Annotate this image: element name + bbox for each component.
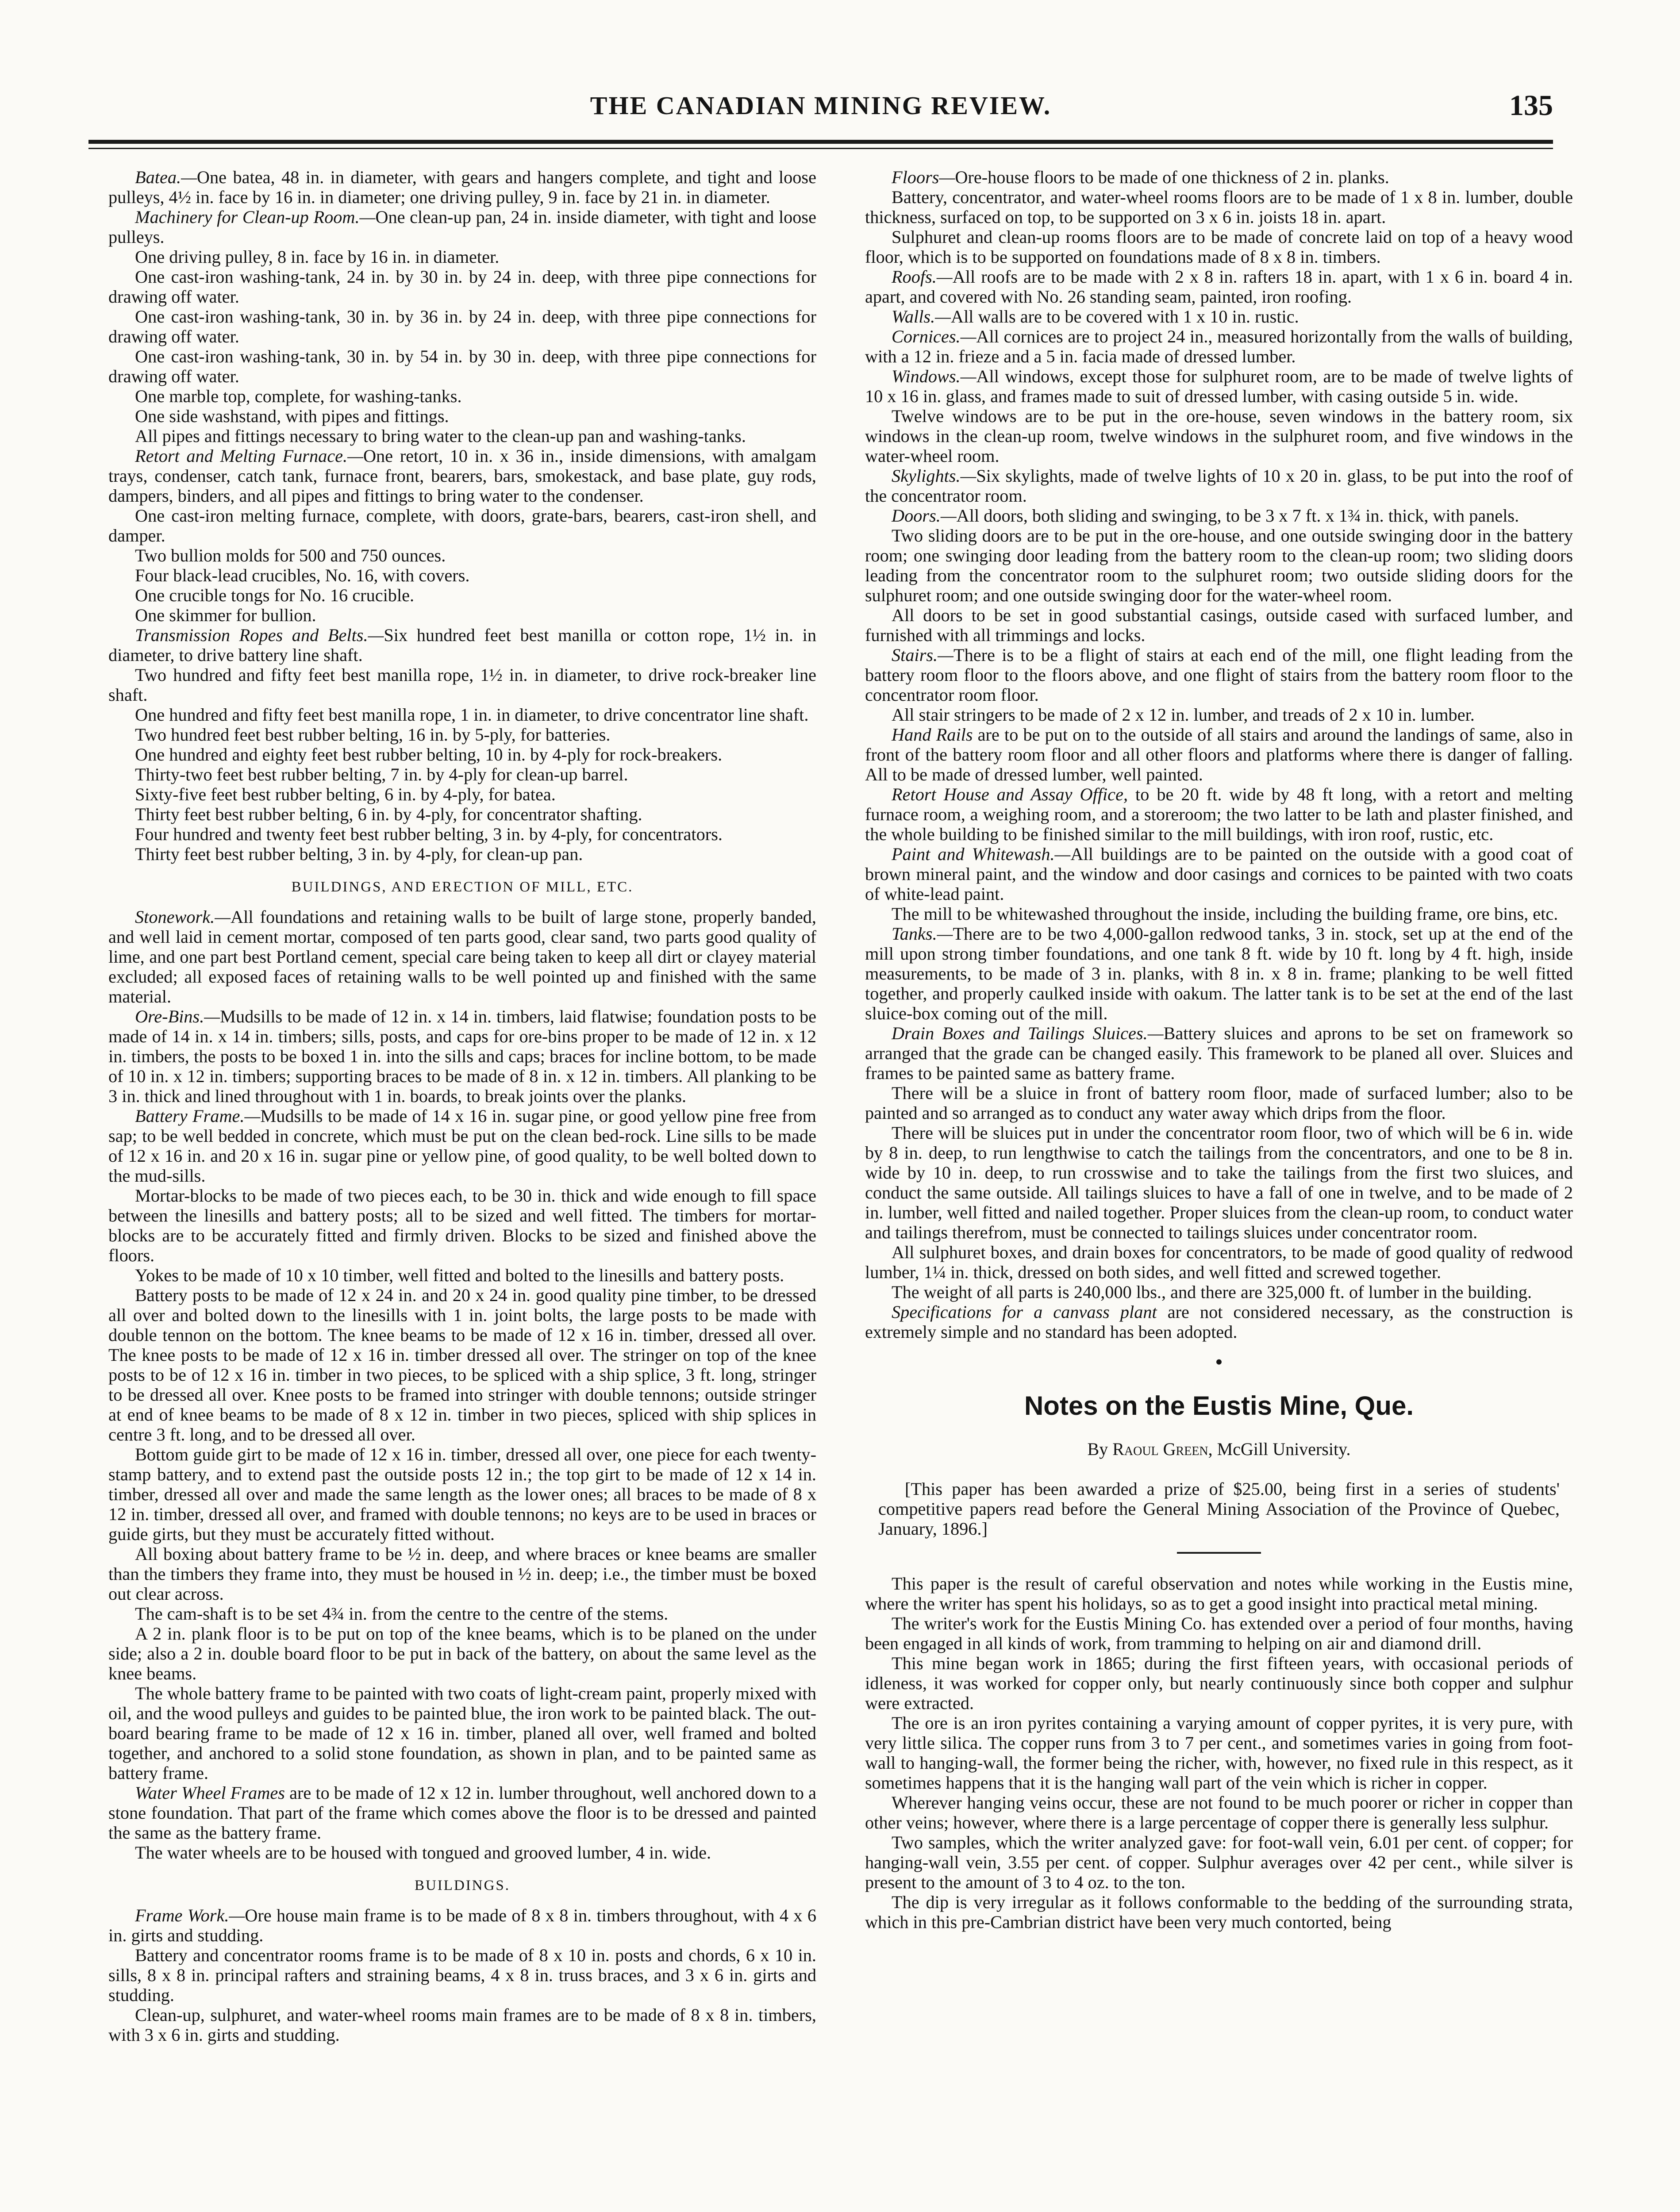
paragraph-text: Twelve windows are to be put in the ore-house, seven windows in the battery room, six windows in the clean-up room, twelve windows in the sulphuret room, and five windows in the water-wheel room. <box>865 406 1573 466</box>
paragraph-lead: Hand Rails <box>892 725 973 745</box>
erection-specs <box>108 907 816 1863</box>
paragraph <box>108 446 816 506</box>
paragraph-text: The mill to be whitewashed throughout the inside, including the building frame, ore bins, etc. <box>892 904 1558 924</box>
editor-note: [This paper has been awarded a prize of $25.00, being first in a series of students' competitive papers read before the General Mining Association of the Province of Quebec, January, 1896.] <box>878 1479 1560 1539</box>
paragraph <box>108 307 816 346</box>
paragraph-text: One driving pulley, 8 in. face by 16 in. in diameter. <box>135 247 500 267</box>
paragraph <box>108 745 816 764</box>
article-paragraph: The dip is very irregular as it follows conformable to the bedding of the surrounding strata, which in this pre-Cambrian district have been very much contorted, being <box>865 1892 1573 1932</box>
paragraph-text: Sixty-five feet best rubber belting, 6 in. by 4-ply, for batea. <box>135 784 556 804</box>
paragraph <box>865 1302 1573 1342</box>
paragraph-text: All cornices are to project 24 in., measured horizontally from the walls of building, with a 12 in. frieze and a 5 in. facia made of dressed lumber. <box>865 326 1573 366</box>
paragraph-text: are not considered necessary, as the construction is extremely simple and no standard has been adopted. <box>865 1302 1573 1342</box>
paragraph-lead: Retort House and Assay Office, <box>892 784 1128 804</box>
paragraph-text: Battery, concentrator, and water-wheel rooms floors are to be made of 1 x 8 in. lumber, double thickness, surfaced on top, to be supported on 3 x 6 in. joists 18 in. apart. <box>865 187 1573 227</box>
paragraph-text: Two sliding doors are to be put in the ore-house, and one outside swinging door in the battery room; one swinging door leading from the battery room to the clean-up room; two sliding doors leading from the concentrator room to the sulphuret room; two outside sliding doors for the sulphuret room; and one outside swinging door for the water-wheel room. <box>865 526 1573 605</box>
paragraph <box>108 386 816 406</box>
paragraph-text: Six hundred feet best manilla or cotton rope, 1½ in. in diameter, to drive battery line shaft. <box>108 625 816 665</box>
paragraph-lead: Battery Frame.— <box>135 1106 261 1126</box>
building-specs <box>108 1905 816 2045</box>
header-rule-thick <box>88 140 1553 144</box>
paragraph-text: There will be sluices put in under the concentrator room floor, two of which will be 6 in. wide by 8 in. deep, to run lengthwise to catch the tailings from the concentrators, and one to be 8 in. wide by 10 in. deep, to run crosswise and to take the tailings from the first two sluices, and conduct the same outside. All tailings sluices to have a fall of one in twelve, and to be made of 2 in. lumber, well fitted and nailed together. Proper sluices from the clean-up room, to conduct water and tailings therefrom, must be connected to tailings sluices under concentrator room. <box>865 1123 1573 1242</box>
paragraph-lead: Walls.— <box>892 307 951 326</box>
paragraph-text: Battery and concentrator rooms frame is to be made of 8 x 10 in. posts and chords, 6 x 10 in. sills, 8 x 8 in. principal rafters and straining beams, 4 x 8 in. truss braces, and 3 x 6 in. girts and studding. <box>108 1945 816 2005</box>
paragraph <box>865 1242 1573 1282</box>
paragraph-text: All pipes and fittings necessary to bring water to the clean-up pan and washing-tanks. <box>135 426 746 446</box>
paragraph <box>865 1023 1573 1083</box>
paragraph-text: One retort, 10 in. x 36 in., inside dimensions, with amalgam trays, condenser, catch tank, furnace front, bearers, bars, smokestack, and base plate, guy rods, dampers, binders, and all pipes and fittings to bring water to the condenser. <box>108 446 816 506</box>
paragraph-text: Ore house main frame is to be made of 8 x 8 in. timbers throughout, with 4 x 6 in. girts and studding. <box>108 1905 816 1945</box>
paragraph-text: to be 20 ft. wide by 48 ft long, with a retort and melting furnace room, a weighing room, and a storeroom; the two latter to be lath and plaster finished, and the whole building to be finished similar to the mill buildings, with iron roof, rustic, etc. <box>865 784 1573 844</box>
paragraph <box>108 844 816 864</box>
paragraph <box>108 1783 816 1843</box>
paragraph <box>108 346 816 386</box>
paragraph <box>865 267 1573 307</box>
paragraph-text: One cast-iron washing-tank, 30 in. by 54 in. by 30 in. deep, with three pipe connections for drawing off water. <box>108 346 816 386</box>
paragraph-text: One marble top, complete, for washing-tanks. <box>135 386 462 406</box>
paragraph-text: One clean-up pan, 24 in. inside diameter, with tight and loose pulleys. <box>108 207 816 247</box>
paragraph <box>108 1945 816 2005</box>
paragraph-text: All doors, both sliding and swinging, to be 3 x 7 ft. x 1¾ in. thick, with panels. <box>956 506 1519 526</box>
article-paragraph: This paper is the result of careful observation and notes while working in the Eustis mine, where the writer has spent his holidays, so as to get a good insight into practical metal mining. <box>865 1574 1573 1613</box>
paragraph <box>865 506 1573 526</box>
paragraph <box>108 1444 816 1544</box>
paragraph <box>108 764 816 784</box>
paragraph-text: All walls are to be covered with 1 x 10 in. rustic. <box>951 307 1299 326</box>
paragraph-text: All sulphuret boxes, and drain boxes for concentrators, to be made of good quality of redwood lumber, 1¼ in. thick, dressed on both sides, and well fitted and screwed together. <box>865 1242 1573 1282</box>
paragraph <box>865 725 1573 784</box>
byline-prefix: By <box>1087 1439 1113 1459</box>
paragraph-text: Two hundred and fifty feet best manilla rope, 1½ in. in diameter, to drive rock-breaker line shaft. <box>108 665 816 705</box>
paragraph <box>108 625 816 665</box>
paragraph-text: One crucible tongs for No. 16 crucible. <box>135 585 415 605</box>
paragraph-text: One cast-iron washing-tank, 24 in. by 30 in. by 24 in. deep, with three pipe connections for drawing off water. <box>108 267 816 307</box>
paragraph <box>108 426 816 446</box>
paragraph <box>865 1083 1573 1123</box>
paragraph-text: All windows, except those for sulphuret room, are to be made of twelve lights of 10 x 16 in. glass, and frames made to suit of dressed lumber, with casing outside 5 in. wide. <box>865 366 1573 406</box>
paragraph-text: Six skylights, made of twelve lights of 10 x 20 in. glass, to be put into the roof of the concentrator room. <box>865 466 1573 506</box>
paragraph-text: One hundred and eighty feet best rubber belting, 10 in. by 4-ply for rock-breakers. <box>135 745 723 764</box>
paragraph <box>108 207 816 247</box>
paragraph-text: All buildings are to be painted on the outside with a good coat of brown mineral paint, and the window and door casings and cornices to be painted with two coats of white-lead paint. <box>865 844 1573 904</box>
paragraph <box>865 705 1573 725</box>
paragraph-lead: Stairs.— <box>892 645 953 665</box>
paragraph-lead: Stonework.— <box>135 907 231 927</box>
section-heading-erection: BUILDINGS, AND ERECTION OF MILL, ETC. <box>291 879 634 895</box>
paragraph <box>108 1905 816 1945</box>
paragraph-text: Thirty feet best rubber belting, 3 in. by 4-ply, for clean-up pan. <box>135 844 583 864</box>
paragraph <box>108 907 816 1006</box>
byline-author: Raoul Green <box>1112 1439 1208 1459</box>
paragraph-text: Two hundred feet best rubber belting, 16 in. by 5-ply, for batteries. <box>135 725 611 745</box>
paragraph-text: The cam-shaft is to be set 4¾ in. from the centre to the centre of the stems. <box>135 1604 669 1624</box>
section-heading-buildings: BUILDINGS. <box>414 1878 511 1893</box>
paragraph <box>108 665 816 705</box>
paragraph <box>108 605 816 625</box>
paragraph-text: The water wheels are to be housed with tongued and grooved lumber, 4 in. wide. <box>135 1843 711 1863</box>
paragraph <box>865 1123 1573 1242</box>
paragraph-text: Battery posts to be made of 12 x 24 in. and 20 x 24 in. good quality pine timber, to be dressed all over and bolted down to the linesills with 1 in. joint bolts, the large posts to be made with double tennon on the bottom. The knee beams to be made of 12 x 16 in. timber, dressed all over. The knee posts to be made of 12 x 16 in. timber dressed all over. The stringer on top of the knee posts to be of 12 x 16 in. timber in two pieces, to be spliced with a ship splice, 3 ft. long, stringer to be dressed all over. Knee posts to be framed into stringer with double tennons; outside stringer at end of knee beams to be made of 8 x 12 in. timber in two pieces, spliced with ship splices in centre 3 ft. long, and to be dressed all over. <box>108 1285 816 1444</box>
paragraph-lead: Batea.— <box>135 167 197 187</box>
paragraph-lead: Tanks.— <box>892 924 953 944</box>
article-paragraph: The ore is an iron pyrites containing a varying amount of copper pyrites, it is very pure, with very little silica. The copper runs from 3 to 7 per cent., and sometimes varies in going from foot-wall to hanging-wall, the former being the richer, with, however, no fixed rule in this respect, as it sometimes happens that it is the hanging wall part of the vein which is richer in copper. <box>865 1713 1573 1793</box>
paragraph-text: One skimmer for bullion. <box>135 605 316 625</box>
paragraph <box>865 784 1573 844</box>
paragraph <box>108 565 816 585</box>
paragraph-lead: Drain Boxes and Tailings Sluices.— <box>892 1023 1164 1043</box>
paragraph-lead: Specifications for a canvass plant <box>892 1302 1157 1322</box>
paragraph-text: All foundations and retaining walls to be built of large stone, properly banded, and well laid in cement mortar, composed of ten parts good, clear sand, two parts good quality of lime, and one part best Portland cement, special care being taken to keep all dirt or clayey material excluded; all exposed faces of retaining walls to be well pointed up and finished with the same material. <box>108 907 816 1006</box>
paragraph <box>108 824 816 844</box>
paragraph-lead: Floors— <box>892 167 955 187</box>
paragraph <box>108 1186 816 1265</box>
paragraph <box>108 545 816 565</box>
paragraph-text: All stair stringers to be made of 2 x 12 in. lumber, and treads of 2 x 10 in. lumber. <box>892 705 1475 725</box>
paragraph <box>108 705 816 725</box>
header-rule-thin <box>88 148 1553 149</box>
paragraph-text: All doors to be set in good substantial casings, outside cased with surfaced lumber, and furnished with all trimmings and locks. <box>865 605 1573 645</box>
building-specs-continued <box>865 167 1573 1342</box>
paragraph-text: All boxing about battery frame to be ½ in. deep, and where braces or knee beams are smaller than the timbers they frame into, they must be housed in ½ in. deep; i.e., the timber must be boxed out clear across. <box>108 1544 816 1604</box>
paragraph <box>865 924 1573 1023</box>
paragraph <box>865 645 1573 705</box>
paragraph-text: Yokes to be made of 10 x 10 timber, well fitted and bolted to the linesills and battery posts. <box>135 1265 784 1285</box>
paragraph-lead: Windows.— <box>892 366 976 386</box>
paragraph-lead: Cornices.— <box>892 326 976 346</box>
paragraph-text: Sulphuret and clean-up rooms floors are to be made of concrete laid on top of a heavy wood floor, which is to be supported on foundations made of 8 x 8 in. timbers. <box>865 227 1573 267</box>
paragraph-text: One side washstand, with pipes and fittings. <box>135 406 449 426</box>
paragraph-text: One batea, 48 in. in diameter, with gears and hangers complete, and tight and loose pulleys, 4½ in. face by 16 in. in diameter; one driving pulley, 9 in. face by 21 in. in diameter. <box>108 167 816 207</box>
paragraph <box>865 406 1573 466</box>
paragraph <box>108 725 816 745</box>
article-paragraph: This mine began work in 1865; during the first fifteen years, with occasional periods of idleness, it was worked for copper only, but nearly continuously since both copper and sulphur were extracted. <box>865 1653 1573 1713</box>
paragraph <box>108 506 816 545</box>
paragraph <box>108 247 816 267</box>
paragraph <box>108 585 816 605</box>
page-header <box>88 91 1553 139</box>
paragraph-lead: Paint and Whitewash.— <box>892 844 1071 864</box>
paragraph-text: One cast-iron melting furnace, complete, with doors, grate-bars, bearers, cast-iron shell, and damper. <box>108 506 816 545</box>
left-column <box>108 167 816 2212</box>
short-rule <box>1177 1552 1261 1554</box>
paragraph <box>865 605 1573 645</box>
paragraph-text: Mudsills to be made of 14 x 16 in. sugar pine, or good yellow pine free from sap; to be well bedded in concrete, which must be put on the clean bed-rock. Line sills to be made of 12 x 16 in. and 20 x 16 in. sugar pine or yellow pine, of good quality, to be well bolted down to the mud-sills. <box>108 1106 816 1186</box>
paragraph <box>865 167 1573 187</box>
section-separator: • <box>1215 1349 1223 1374</box>
paragraph-text: Bottom guide girt to be made of 12 x 16 in. timber, dressed all over, one piece for each twenty-stamp battery, and to extend past the outside posts 12 in.; the top girt to be made of 12 x 14 in. timber, dressed all over and made the same length as the lower ones; all braces to be made of 8 x 12 in. timber, dressed all over, and framed with double tennons; no keys are to be used in braces or guide girts, but they must be accurately fitted without. <box>108 1444 816 1544</box>
paragraph <box>865 904 1573 924</box>
article-paragraph: Wherever hanging veins occur, these are not found to be much poorer or richer in copper than other veins; however, where there is a large percentage of copper there is generally less sulphur. <box>865 1793 1573 1832</box>
paragraph-text: Thirty-two feet best rubber belting, 7 in. by 4-ply for clean-up barrel. <box>135 764 628 784</box>
paragraph <box>865 844 1573 904</box>
paragraph-text: Battery sluices and aprons to be set on framework so arranged that the grade can be changed easily. This framework to be planed all over. Sluices and frames to be painted same as battery frame. <box>865 1023 1573 1083</box>
paragraph-text: Four black-lead crucibles, No. 16, with covers. <box>135 565 470 585</box>
paragraph-text: Clean-up, sulphuret, and water-wheel rooms main frames are to be made of 8 x 8 in. timbers, with 3 x 6 in. girts and studding. <box>108 2005 816 2045</box>
paragraph-text: Two bullion molds for 500 and 750 ounces. <box>135 545 446 565</box>
paragraph <box>865 326 1573 366</box>
paragraph-lead: Frame Work.— <box>135 1905 245 1925</box>
paragraph-text: One hundred and fifty feet best manilla rope, 1 in. in diameter, to drive concentrator line shaft. <box>135 705 809 725</box>
paragraph <box>108 1265 816 1285</box>
paragraph <box>865 526 1573 605</box>
paragraph-text: There are to be two 4,000-gallon redwood tanks, 3 in. stock, set up at the end of the mill upon strong timber foundations, and one tank 8 ft. wide by 10 ft. long by 4 ft. high, inside measurements, to be made of 3 in. planks, with 8 in. x 8 in. frame; planking to be well fitted together, and properly caulked inside with oakum. The latter tank is to be set at the end of the last sluice-box coming out of the mill. <box>865 924 1573 1023</box>
paragraph <box>865 187 1573 227</box>
running-title: THE CANADIAN MINING REVIEW. <box>590 91 1052 120</box>
paragraph <box>865 1282 1573 1302</box>
article-paragraph: The writer's work for the Eustis Mining Co. has extended over a period of four months, having been engaged in all kinds of work, from tramming to helping on air and diamond drill. <box>865 1613 1573 1653</box>
paragraph-text: All roofs are to be made with 2 x 8 in. rafters 18 in. apart, with 1 x 6 in. board 4 in. apart, and covered with No. 26 standing seam, painted, iron roofing. <box>865 267 1573 307</box>
paragraph <box>865 307 1573 326</box>
paragraph <box>108 1544 816 1604</box>
paragraph-text: are to be put on to the outside of all stairs and around the landings of same, also in front of the battery room floor and all other floors and platforms where there is danger of falling. All to be made of dressed lumber, well painted. <box>865 725 1573 784</box>
article-title: Notes on the Eustis Mine, Que. <box>1024 1391 1414 1421</box>
paragraph <box>108 167 816 207</box>
paragraph-text: Four hundred and twenty feet best rubber belting, 3 in. by 4-ply, for concentrators. <box>135 824 723 844</box>
paragraph-text: Ore-house floors to be made of one thickness of 2 in. planks. <box>955 167 1389 187</box>
paragraph-text: A 2 in. plank floor is to be put on top of the knee beams, which is to be planed on the under side; also a 2 in. double board floor to be put in back of the battery, on about the same level as the knee beams. <box>108 1624 816 1683</box>
paragraph <box>865 466 1573 506</box>
paragraph-text: Mudsills to be made of 12 in. x 14 in. timbers, laid flatwise; foundation posts to be made of 14 in. x 14 in. timbers; sills, posts, and caps for ore-bins proper to be made of 12 in. x 12 in. timbers, the posts to be boxed 1 in. into the sills and caps; braces for incline bottom, to be made of 10 in. x 12 in. timbers; supporting braces to be made of 8 in. x 12 in. timbers. All planking to be 3 in. thick and lined throughout with 1 in. boards, to break joints over the planks. <box>108 1006 816 1106</box>
paragraph <box>108 1843 816 1863</box>
paragraph-lead: Water Wheel Frames <box>135 1783 285 1803</box>
article-paragraph: Two samples, which the writer analyzed gave: for foot-wall vein, 6.01 per cent. of copper; for hanging-wall vein, 3.55 per cent. of copper. Sulphur averages over 42 per cent., while silver is present to the amount of 3 to 4 oz. to the ton. <box>865 1832 1573 1892</box>
paragraph-text: One cast-iron washing-tank, 30 in. by 36 in. by 24 in. deep, with three pipe connections for drawing off water. <box>108 307 816 346</box>
paragraph-text: are to be made of 12 x 12 in. lumber throughout, well anchored down to a stone foundation. That part of the frame which comes above the floor is to be dressed and painted the same as the battery frame. <box>108 1783 816 1843</box>
article-body <box>865 1574 1573 1932</box>
paragraph <box>108 1683 816 1783</box>
page-number: 135 <box>1509 89 1553 122</box>
paragraph-lead: Roofs.— <box>892 267 953 287</box>
paragraph <box>108 784 816 804</box>
paragraph <box>108 1604 816 1624</box>
byline-affiliation: , McGill University. <box>1208 1439 1351 1459</box>
paragraph-lead: Skylights.— <box>892 466 976 486</box>
paragraph-text: The whole battery frame to be painted with two coats of light-cream paint, properly mixed with oil, and the wood pulleys and guides to be painted blue, the iron work to be painted black. The out-board bearing frame to be made of 12 x 16 in. timber, planed all over, well framed and bolted together, and anchored to a solid stone foundation, as shown in plan, and to be painted same as battery frame. <box>108 1683 816 1783</box>
paragraph <box>108 406 816 426</box>
paragraph-lead: Doors.— <box>892 506 957 526</box>
paragraph-text: There is to be a flight of stairs at each end of the mill, one flight leading from the battery room floor to the floors above, and one flight of stairs from the battery room floor to the concentrator room floor. <box>865 645 1573 705</box>
paragraph-text: Mortar-blocks to be made of two pieces each, to be 30 in. thick and wide enough to fill space between the linesills and battery posts; all to be sized and well fitted. The timbers for mortar-blocks are to be accurately fitted and firmly driven. Blocks to be sized and finished above the floors. <box>108 1186 816 1265</box>
paragraph <box>108 1006 816 1106</box>
paragraph <box>108 1285 816 1444</box>
paragraph-text: Thirty feet best rubber belting, 6 in. by 4-ply, for concentrator shafting. <box>135 804 642 824</box>
equipment-list <box>108 167 816 864</box>
byline <box>865 1439 1573 1459</box>
paragraph-text: There will be a sluice in front of battery room floor, made of surfaced lumber; also to be painted and so arranged as to conduct any water away which drips from the floor. <box>865 1083 1573 1123</box>
paragraph-text: The weight of all parts is 240,000 lbs., and there are 325,000 ft. of lumber in the building. <box>892 1282 1532 1302</box>
paragraph <box>865 227 1573 267</box>
paragraph-lead: Transmission Ropes and Belts.— <box>135 625 384 645</box>
paragraph <box>108 2005 816 2045</box>
right-column <box>865 167 1573 2212</box>
paragraph <box>108 1624 816 1683</box>
paragraph <box>108 267 816 307</box>
paragraph-lead: Ore-Bins.— <box>135 1006 220 1026</box>
paragraph <box>108 1106 816 1186</box>
paragraph <box>865 366 1573 406</box>
paragraph-lead: Retort and Melting Furnace.— <box>135 446 363 466</box>
paragraph <box>108 804 816 824</box>
paragraph-lead: Machinery for Clean-up Room.— <box>135 207 376 227</box>
